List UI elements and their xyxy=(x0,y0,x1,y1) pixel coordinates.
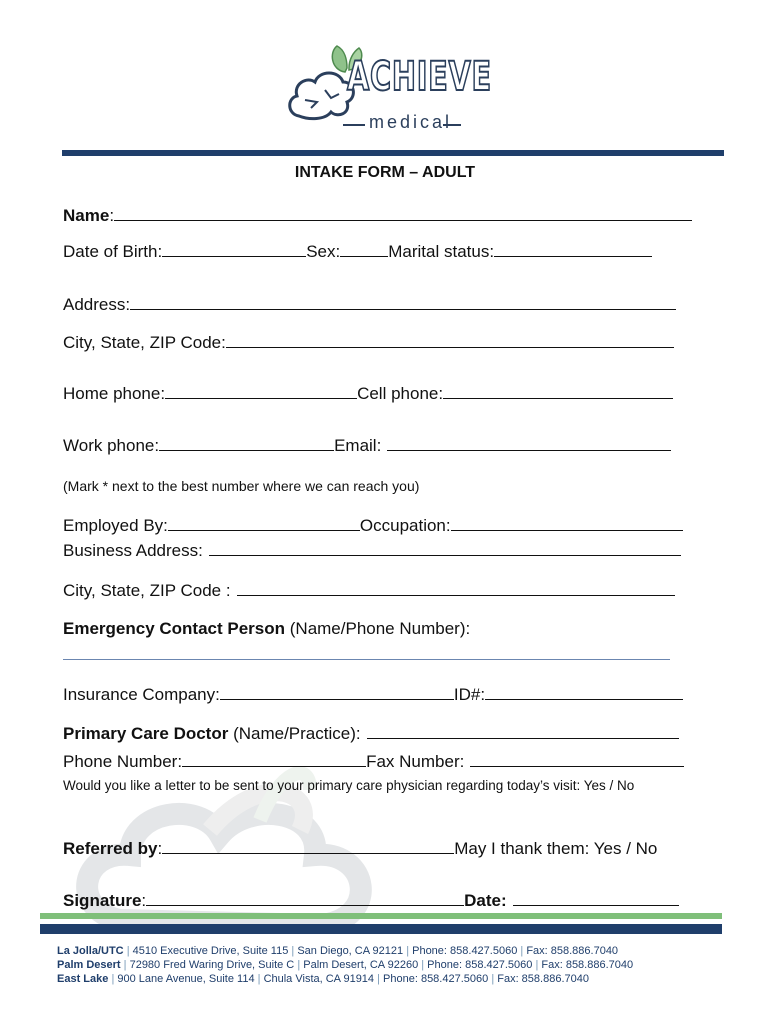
city-label: City, State, ZIP Code: xyxy=(63,333,226,352)
home-phone-field[interactable] xyxy=(165,382,357,399)
footer-fax: Fax: 858.886.7040 xyxy=(541,959,634,971)
logo-wordmark: ACHIEVE xyxy=(347,54,492,100)
referred-label: Referred by xyxy=(63,839,158,858)
work-phone-field[interactable] xyxy=(159,434,334,451)
row-name: Name: xyxy=(63,204,692,226)
letter-question: Would you like a letter to be sent to your primary care physician regarding today’s visit: Yes / No xyxy=(63,778,635,793)
row-emergency xyxy=(63,619,470,639)
email-field[interactable] xyxy=(387,434,671,451)
row-phone xyxy=(63,382,673,404)
id-label: ID#: xyxy=(453,685,486,704)
footer-navy-bar xyxy=(40,924,722,934)
footer-phone: Phone: 858.427.5060 xyxy=(427,959,533,971)
row-employed xyxy=(63,514,683,536)
footer-fax: Fax: 858.886.7040 xyxy=(526,945,619,957)
city-field[interactable] xyxy=(226,331,674,348)
logo-subword: medical xyxy=(369,112,453,132)
footer-location: Palm Desert xyxy=(57,959,121,971)
city2-field[interactable] xyxy=(237,579,675,596)
name-label: Name xyxy=(63,206,110,225)
address-label: Address: xyxy=(63,295,131,314)
footer-location: La Jolla/UTC xyxy=(57,945,124,957)
city2-label: City, State, ZIP Code : xyxy=(63,581,231,600)
pcd-hint: (Name/Practice): xyxy=(233,724,361,743)
footer-fax: Fax: 858.886.7040 xyxy=(497,973,589,985)
row-city2 xyxy=(63,579,675,601)
row-business xyxy=(63,539,681,561)
pcd-field[interactable] xyxy=(367,722,679,739)
insurance-field[interactable] xyxy=(220,683,454,700)
sex-field[interactable] xyxy=(340,240,388,257)
thank-label: May I thank them: Yes / No xyxy=(454,839,658,858)
insurance-label: Insurance Company: xyxy=(63,685,220,704)
home-phone-label: Home phone: xyxy=(63,384,166,403)
footer-address: 900 Lane Avenue, Suite 114 xyxy=(117,973,255,985)
row-dob xyxy=(63,240,652,262)
referred-field[interactable] xyxy=(162,837,454,854)
form-title: INTAKE FORM – ADULT xyxy=(294,164,476,181)
footer-phone: Phone: 858.427.5060 xyxy=(383,973,489,985)
logo-sub-line-left xyxy=(343,124,365,126)
logo xyxy=(285,42,492,142)
emergency-label: Emergency Contact Person xyxy=(63,619,286,638)
fax-label: Fax Number: xyxy=(366,752,465,771)
occupation-field[interactable] xyxy=(451,514,683,531)
footer-address: 72980 Fred Waring Drive, Suite C xyxy=(129,959,295,971)
emergency-hint: (Name/Phone Number): xyxy=(289,619,471,638)
cell-phone-label: Cell phone: xyxy=(357,384,444,403)
business-label: Business Address: xyxy=(63,541,203,560)
row-referred: Referred by: May I thank them: Yes / No xyxy=(63,839,658,858)
mark-note: (Mark * next to the best number where we can reach you) xyxy=(63,478,420,494)
footer-phone: Phone: 858.427.5060 xyxy=(412,945,518,957)
sex-label: Sex: xyxy=(306,242,341,261)
footer-green-bar xyxy=(40,913,722,919)
employed-field[interactable] xyxy=(168,514,360,531)
row-address xyxy=(63,293,676,315)
cell-phone-field[interactable] xyxy=(443,382,673,399)
footer-line-3: East Lake | 900 Lane Avenue, Suite 114 | Chula Vista, CA 91914 | Phone: 858.427.5060 | Fax: 858.886.7040 xyxy=(57,973,589,985)
business-field[interactable] xyxy=(209,539,681,556)
pcd-label: Primary Care Doctor xyxy=(63,724,229,743)
row-pcd xyxy=(63,722,679,744)
email-label: Email: xyxy=(334,436,382,455)
row-city xyxy=(63,331,674,353)
work-phone-label: Work phone: xyxy=(63,436,160,455)
dob-label: Date of Birth: xyxy=(63,242,163,261)
marital-label: Marital status: xyxy=(388,242,495,261)
footer-line-2: Palm Desert | 72980 Fred Waring Drive, Suite C | Palm Desert, CA 92260 | Phone: 858.427.5060 | Fax: 858.886.7040 xyxy=(57,959,634,971)
logo-sub-line-right xyxy=(443,124,461,126)
dob-field[interactable] xyxy=(162,240,306,257)
row-insurance xyxy=(63,683,683,705)
row-work xyxy=(63,434,671,456)
date-label: Date: xyxy=(464,891,507,910)
emergency-field[interactable] xyxy=(63,659,670,660)
id-field[interactable] xyxy=(485,683,683,700)
footer-city: San Diego, CA 92121 xyxy=(297,945,404,957)
row-pcd-phone xyxy=(63,750,684,772)
signature-label: Signature xyxy=(63,891,142,910)
occupation-label: Occupation: xyxy=(359,516,451,535)
employed-label: Employed By: xyxy=(63,516,168,535)
footer-address: 4510 Executive Drive, Suite 115 xyxy=(132,945,289,957)
footer-line-1: La Jolla/UTC | 4510 Executive Drive, Suite 115 | San Diego, CA 92121 | Phone: 858.427.5060 | Fax: 858.886.7040 xyxy=(57,945,619,957)
date-field[interactable] xyxy=(513,889,679,906)
name-field[interactable] xyxy=(114,204,692,221)
address-field[interactable] xyxy=(130,293,676,310)
pcd-phone-label: Phone Number: xyxy=(63,752,183,771)
footer-city: Palm Desert, CA 92260 xyxy=(303,959,419,971)
footer-location: East Lake xyxy=(57,973,109,985)
pcd-phone-field[interactable] xyxy=(182,750,366,767)
marital-field[interactable] xyxy=(494,240,652,257)
footer-city: Chula Vista, CA 91914 xyxy=(263,973,375,985)
row-signature: Signature: Date: xyxy=(63,889,679,911)
signature-field[interactable] xyxy=(146,889,464,906)
fax-field[interactable] xyxy=(470,750,684,767)
header-bar xyxy=(62,150,724,156)
